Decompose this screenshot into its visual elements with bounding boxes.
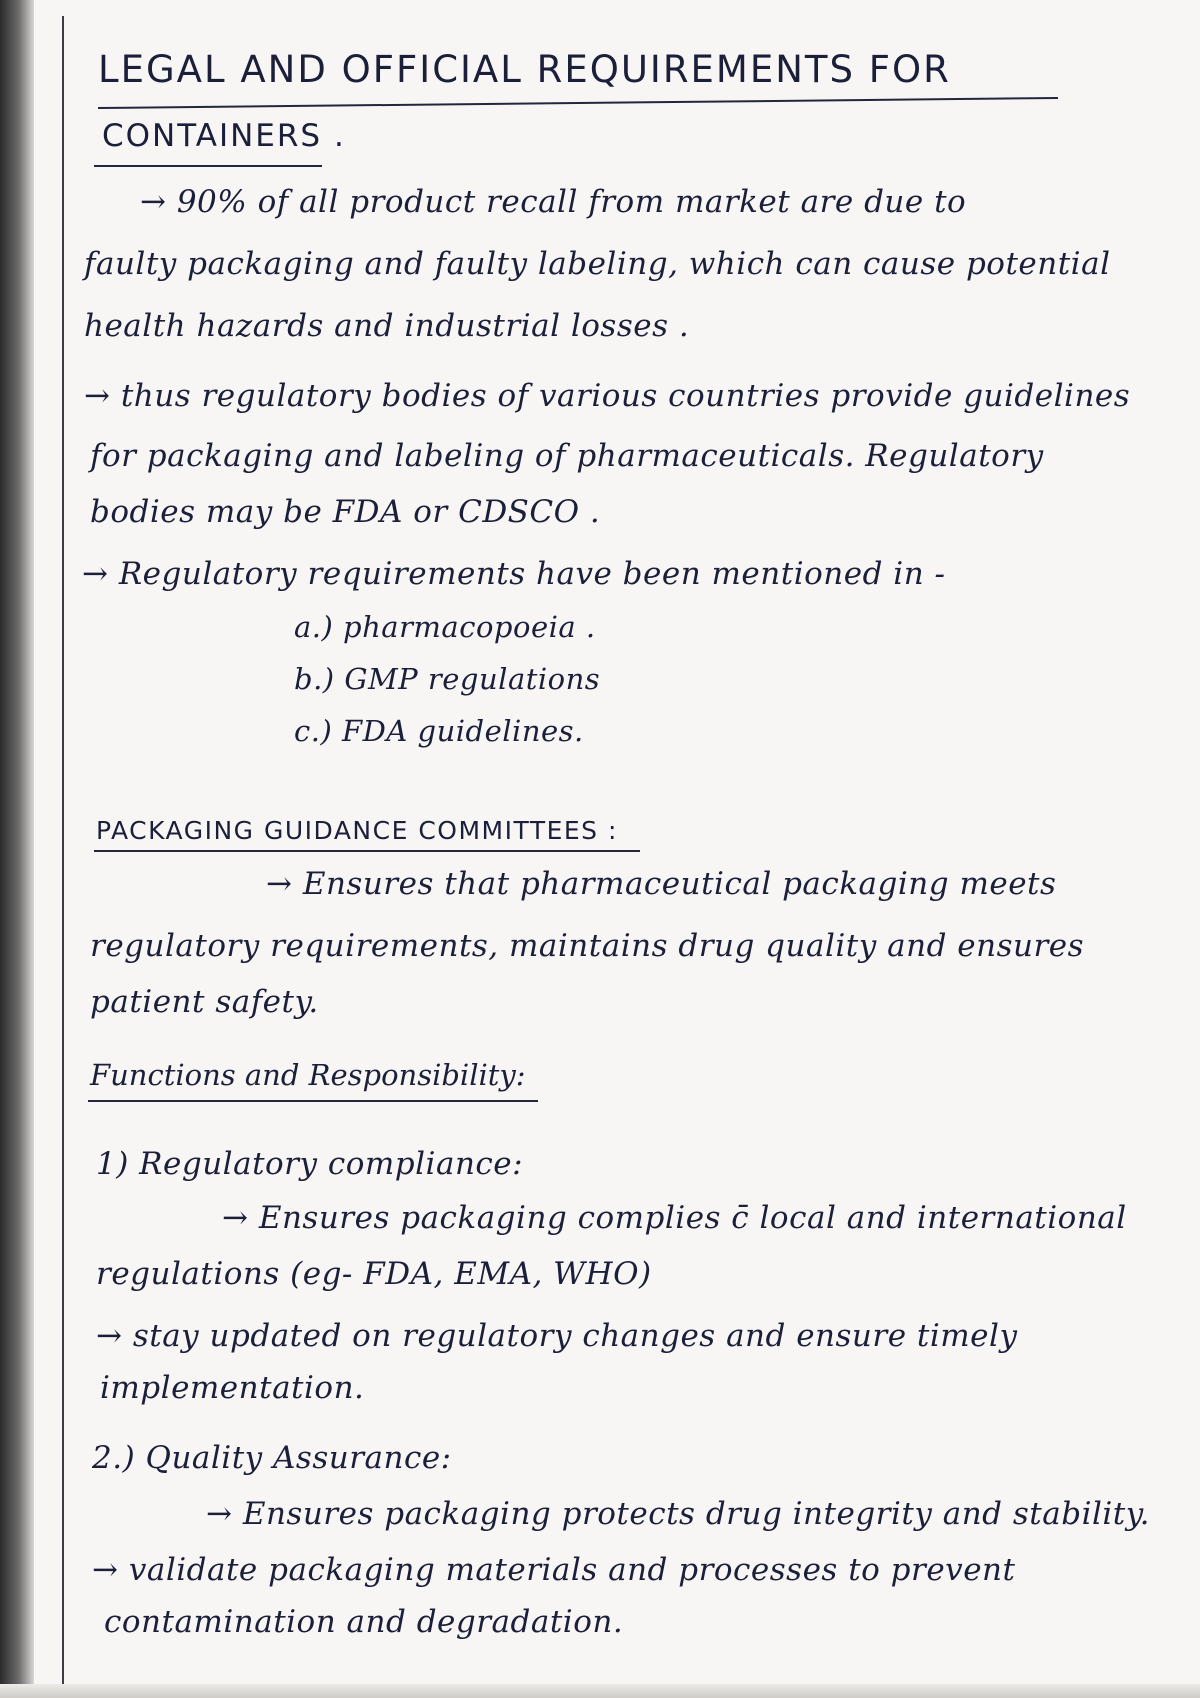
committees-line-2: regulatory requirements, maintains drug quality and ensures [90, 928, 1085, 964]
committees-line-1: → Ensures that pharmaceutical packaging meets [266, 866, 1057, 902]
regulatory-compliance-line-3: → stay updated on regulatory changes and ensure timely [96, 1318, 1018, 1354]
title-underline [98, 97, 1058, 109]
regulatory-compliance-line-2: regulations (eg- FDA, EMA, WHO) [96, 1256, 652, 1292]
regulatory-bodies-line-1: → thus regulatory bodies of various countries provide guidelines [84, 378, 1131, 414]
quality-assurance-line-1: → Ensures packaging protects drug integrity and stability. [206, 1496, 1151, 1532]
intro-line-1: → 90% of all product recall from market are due to [140, 184, 967, 220]
regulatory-bodies-line-3: bodies may be FDA or CDSCO . [90, 494, 601, 530]
regulatory-compliance-heading: 1) Regulatory compliance: [96, 1146, 524, 1182]
committees-heading-underline [94, 850, 640, 852]
requirement-item-c: c.) FDA guidelines. [294, 714, 584, 748]
intro-line-3: health hazards and industrial losses . [84, 308, 690, 344]
committees-heading: PACKAGING GUIDANCE COMMITTEES : [96, 816, 618, 845]
requirements-intro: → Regulatory requirements have been mentioned in - [82, 556, 946, 592]
committees-line-3: patient safety. [90, 984, 319, 1020]
regulatory-compliance-line-4: implementation. [100, 1370, 365, 1406]
quality-assurance-line-2: → validate packaging materials and processes to prevent [92, 1552, 1016, 1588]
page-title-line-2: CONTAINERS . [102, 118, 346, 154]
margin-line [62, 16, 64, 1686]
requirement-item-b: b.) GMP regulations [294, 662, 601, 696]
binding-edge [0, 0, 34, 1698]
page-bottom-edge [0, 1684, 1200, 1698]
functions-heading: Functions and Responsibility: [90, 1058, 526, 1092]
quality-assurance-line-3: contamination and degradation. [104, 1604, 624, 1640]
functions-heading-underline [88, 1100, 538, 1102]
regulatory-bodies-line-2: for packaging and labeling of pharmaceuticals. Regulatory [90, 438, 1044, 474]
intro-line-2: faulty packaging and faulty labeling, which can cause potential [84, 246, 1111, 282]
regulatory-compliance-line-1: → Ensures packaging complies c̄ local and international [222, 1200, 1127, 1236]
page-title-line-1: LEGAL AND OFFICIAL REQUIREMENTS FOR [98, 48, 951, 91]
title-underline-2 [94, 165, 322, 167]
requirement-item-a: a.) pharmacopoeia . [294, 610, 596, 644]
quality-assurance-heading: 2.) Quality Assurance: [92, 1440, 452, 1476]
